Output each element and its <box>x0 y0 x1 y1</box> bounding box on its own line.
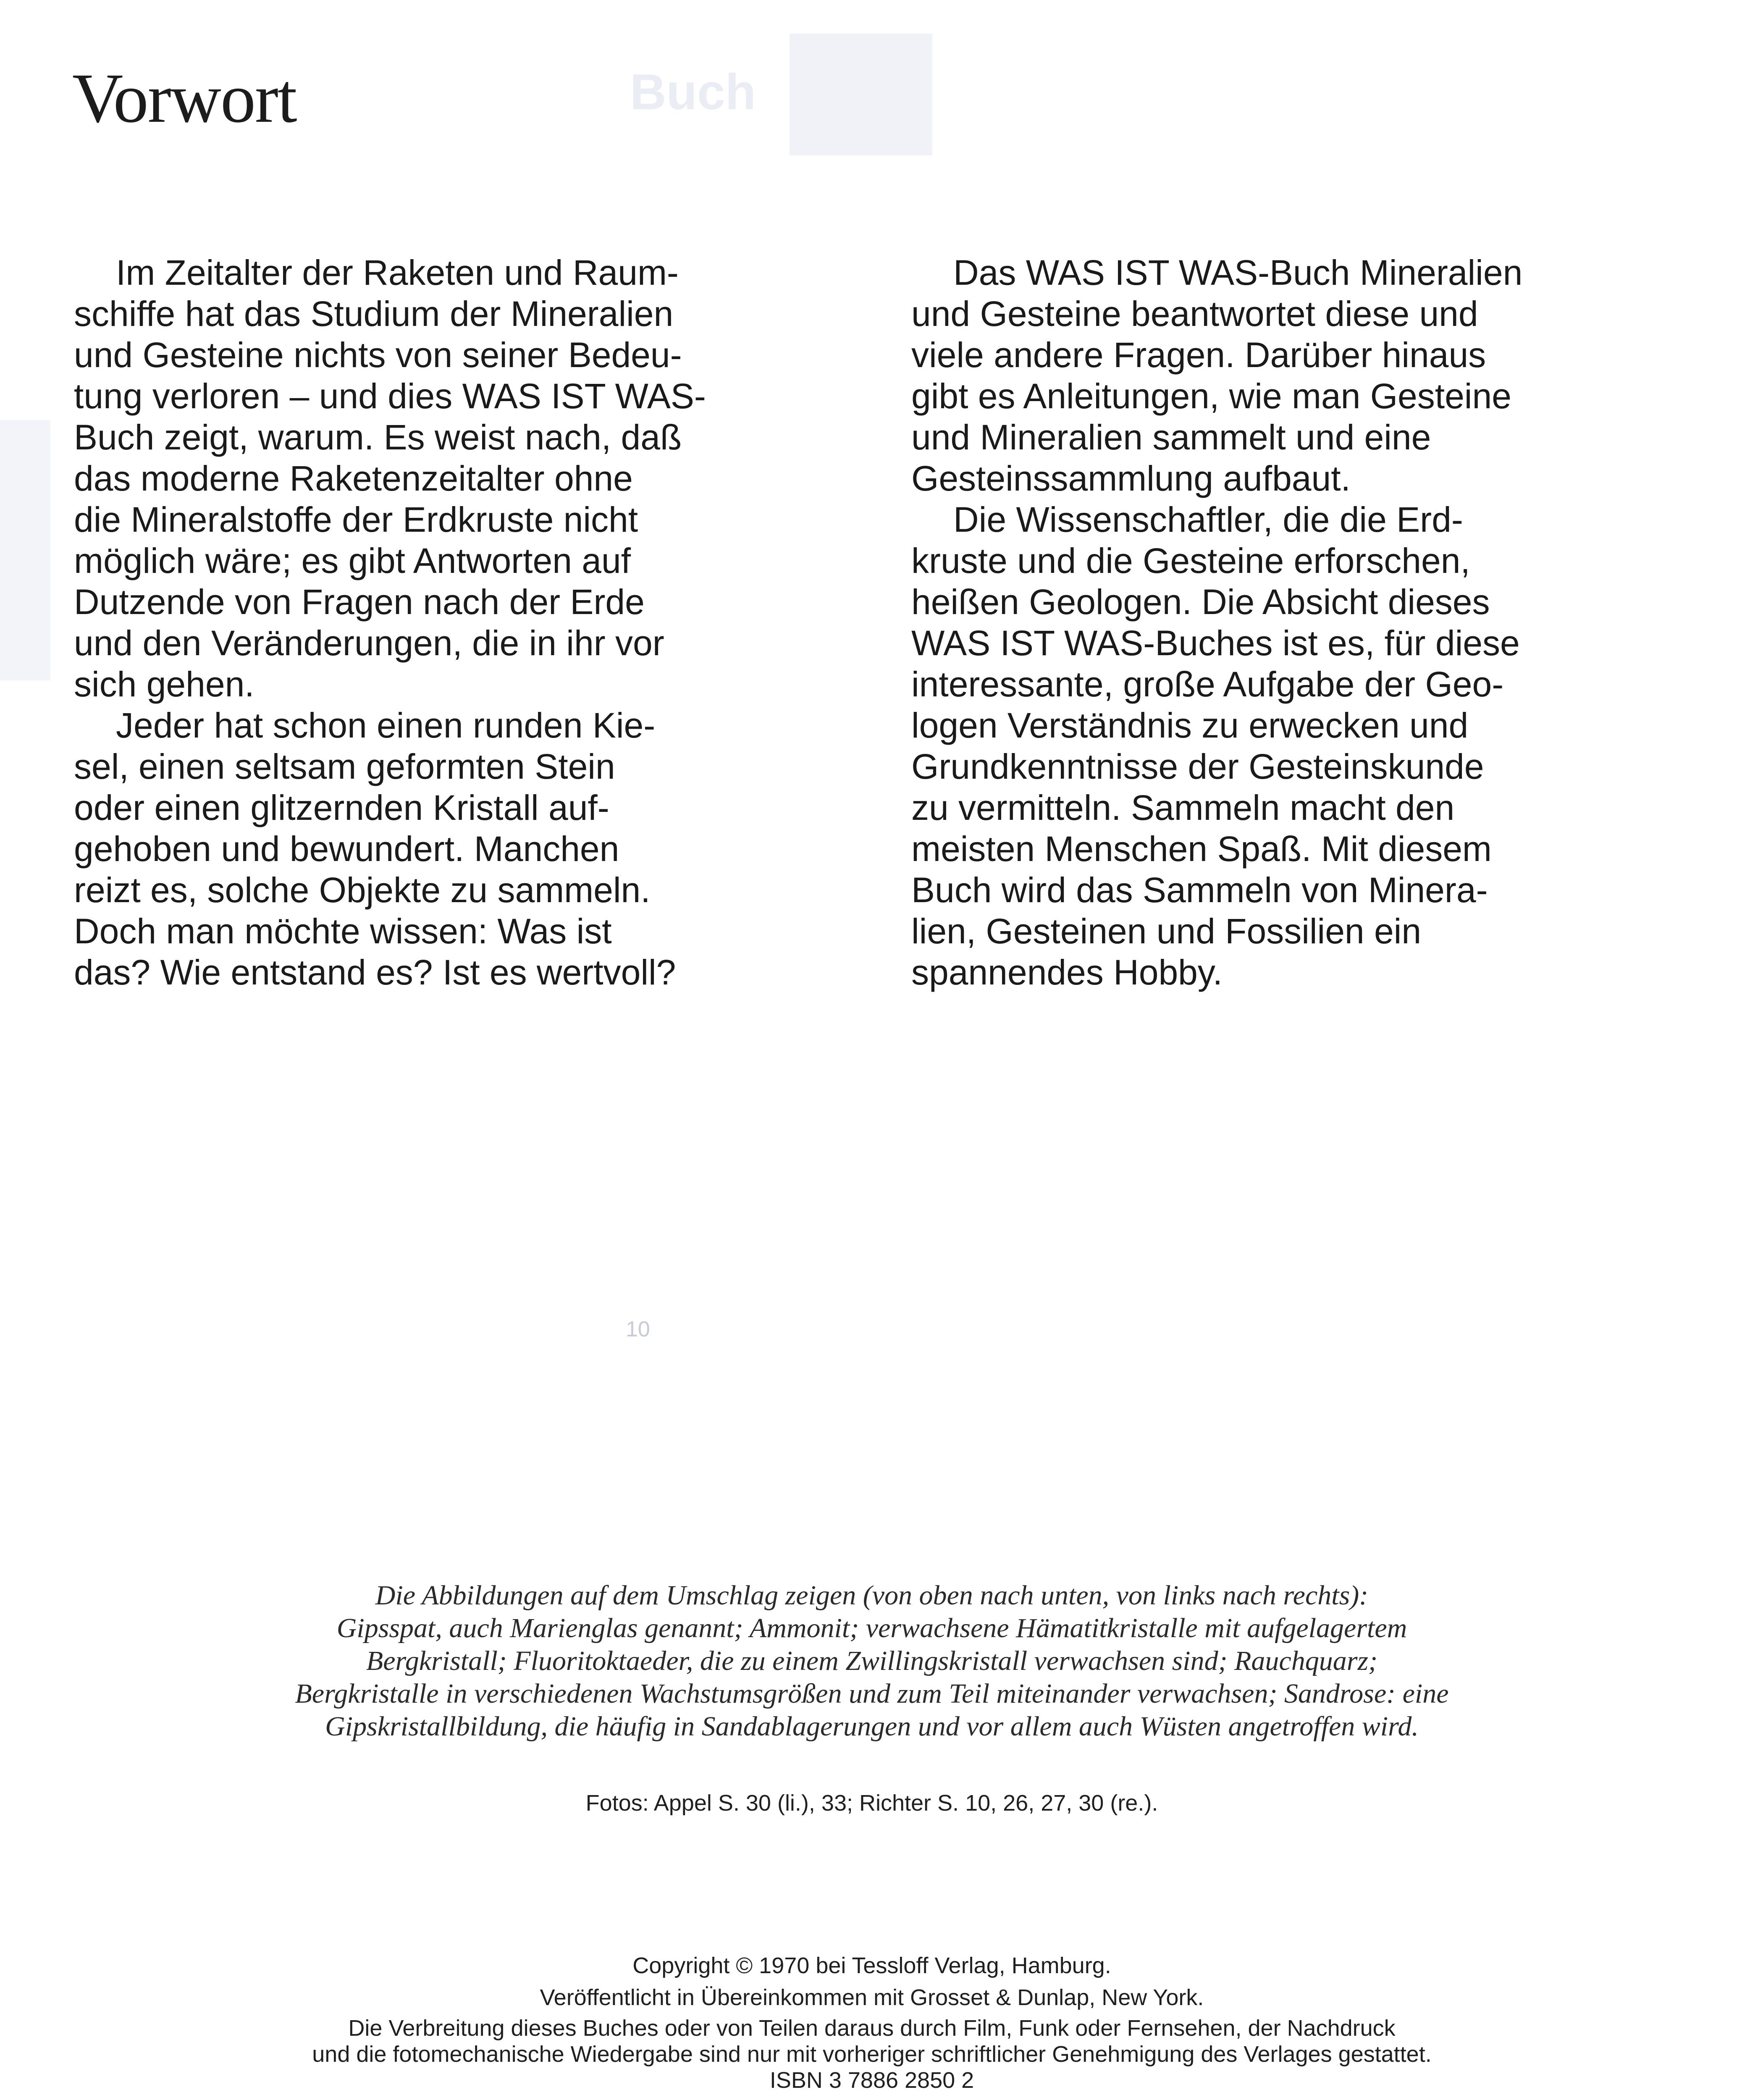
text-line: Die Wissenschaftler, die die Erd- <box>953 500 1463 539</box>
text-line: und Gesteine nichts von seiner Bedeu- <box>74 335 682 375</box>
rights-line: und die fotomechanische Wiedergabe sind nur mit vorheriger schriftlicher Genehmigung des Verlages gestattet. <box>312 2042 1432 2067</box>
text-line: gibt es Anleitungen, wie man Gesteine <box>911 376 1511 416</box>
caption-line: Bergkristall; Fluoritoktaeder, die zu einem Zwillingskristall verwachsen sind; Rauchquarz; <box>366 1646 1378 1676</box>
text-line: Im Zeitalter der Raketen und Raum- <box>116 253 679 292</box>
left-column <box>74 252 821 993</box>
text-line: oder einen glitzernden Kristall auf- <box>74 788 609 827</box>
text-line: Dutzende von Fragen nach der Erde <box>74 582 645 622</box>
text-line: und Gesteine beantwortet diese und <box>911 294 1478 333</box>
text-line: zu vermitteln. Sammeln macht den <box>911 788 1455 827</box>
text-line: lien, Gesteinen und Fossilien ein <box>911 911 1422 951</box>
text-line: und Mineralien sammelt und eine <box>911 417 1431 457</box>
caption-line: Gipsspat, auch Marienglas genannt; Ammonit; verwachsene Hämatitkristalle mit aufgelagertem <box>336 1613 1407 1643</box>
faint-stamp-text: Buch <box>630 64 756 120</box>
text-line: gehoben und bewundert. Manchen <box>74 829 619 869</box>
body-columns <box>74 252 1670 1029</box>
text-line: tung verloren – und dies WAS IST WAS- <box>74 376 706 416</box>
text-line: Buch wird das Sammeln von Minera- <box>911 870 1488 910</box>
text-line: Grundkenntnisse der Gesteinskunde <box>911 747 1484 786</box>
copyright-line: Copyright © 1970 bei Tessloff Verlag, Hamburg. <box>632 1953 1111 1978</box>
text-line: sich gehen. <box>74 664 254 704</box>
text-line: die Mineralstoffe der Erdkruste nicht <box>74 500 638 539</box>
text-line: Buch zeigt, warum. Es weist nach, daß <box>74 417 682 457</box>
caption-line: Bergkristalle in verschiedenen Wachstumsgrößen und zum Teil miteinander verwachsen; Sandrose: eine <box>295 1678 1449 1709</box>
text-line: Gesteinssammlung aufbaut. <box>911 459 1351 498</box>
text-line: schiffe hat das Studium der Mineralien <box>74 294 674 333</box>
scan-smudge <box>0 420 50 680</box>
text-line: WAS IST WAS-Buches ist es, für diese <box>911 623 1520 663</box>
text-line: Das WAS IST WAS-Buch Mineralien <box>953 253 1523 292</box>
copyright-block <box>74 1950 1670 2093</box>
publication-line: Veröffentlicht in Übereinkommen mit Grosset & Dunlap, New York. <box>540 1985 1204 2010</box>
text-line: das moderne Raketenzeitalter ohne <box>74 459 633 498</box>
text-line: viele andere Fragen. Darüber hinaus <box>911 335 1486 375</box>
text-line: kruste und die Gesteine erforschen, <box>911 541 1470 580</box>
text-line: spannendes Hobby. <box>911 953 1223 992</box>
caption-line: Die Abbildungen auf dem Umschlag zeigen (von oben nach unten, von links nach rechts): <box>375 1580 1369 1611</box>
text-line: Doch man möchte wissen: Was ist <box>74 911 612 951</box>
text-line: logen Verständnis zu erwecken und <box>911 706 1469 745</box>
text-line: das? Wie entstand es? Ist es wertvoll? <box>74 953 676 992</box>
caption-line: Gipskristallbildung, die häufig in Sandablagerungen und vor allem auch Wüsten angetroffen wird. <box>325 1711 1419 1742</box>
text-line: und den Veränderungen, die in ihr vor <box>74 623 664 663</box>
photo-credits: Fotos: Appel S. 30 (li.), 33; Richter S. 10, 26, 27, 30 (re.). <box>585 1790 1158 1816</box>
isbn: ISBN 3 7886 2850 2 <box>769 2068 974 2093</box>
text-line: interessante, große Aufgabe der Geo- <box>911 664 1504 704</box>
text-line: sel, einen seltsam geformten Stein <box>74 747 615 786</box>
cover-image-caption <box>74 1579 1670 1743</box>
page-title: Vorwort <box>72 59 296 137</box>
text-line: Jeder hat schon einen runden Kie- <box>116 706 656 745</box>
right-column <box>911 252 1659 993</box>
text-line: möglich wäre; es gibt Antworten auf <box>74 541 631 580</box>
text-line: heißen Geologen. Die Absicht dieses <box>911 582 1490 622</box>
page-number: 10 <box>626 1317 650 1341</box>
text-line: meisten Menschen Spaß. Mit diesem <box>911 829 1492 869</box>
rights-line: Die Verbreitung dieses Buches oder von Teilen daraus durch Film, Funk oder Fernsehen, der Nachdruck <box>348 2016 1396 2041</box>
faint-stamp-box <box>790 34 932 155</box>
text-line: reizt es, solche Objekte zu sammeln. <box>74 870 651 910</box>
